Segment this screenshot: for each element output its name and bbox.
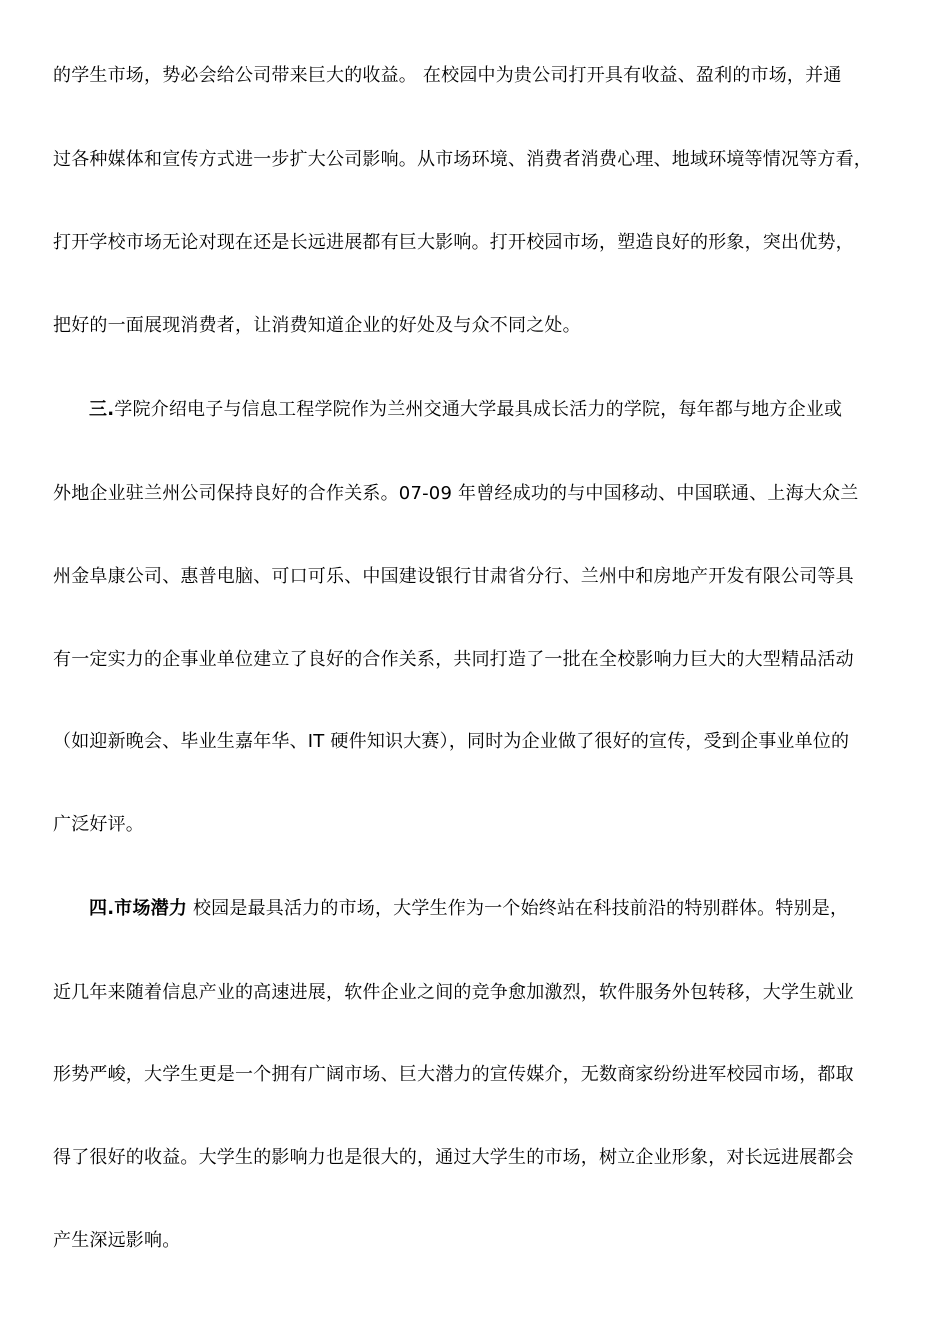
paragraph1-line-2: 过各种媒体和宣传方式进一步扩大公司影响。从市场环境、消费者消费心理、地域环境等情况等方看， xyxy=(53,149,872,170)
section4-line-3: 形势严峻，大学生更是一个拥有广阔市场、巨大潜力的宣传媒介，无数商家纷纷进军校园市场，都取 xyxy=(53,1064,854,1085)
section4-first-line-text: 校园是最具活力的市场，大学生作为一个始终站在科技前沿的特别群体。特别是， xyxy=(187,898,849,919)
paragraph1-line-4: 把好的一面展现消费者，让消费知道企业的好处及与众不同之处。 xyxy=(53,315,581,336)
section4-heading: 四.市场潜力 xyxy=(89,898,188,919)
section4-line-5: 产生深远影响。 xyxy=(53,1230,181,1251)
paragraph1-line-1: 的学生市场，势必会给公司带来巨大的收益。 在校园中为贵公司打开具有收益、盈利的市场，并通 xyxy=(53,65,842,86)
section3-line-3: 州金阜康公司、惠普电脑、可口可乐、中国建设银行甘肃省分行、兰州中和房地产开发有限公司等具 xyxy=(53,566,854,587)
section4-line-4: 得了很好的收益。大学生的影响力也是很大的，通过大学生的市场，树立企业形象，对长远进展都会 xyxy=(53,1147,854,1168)
section3-first-line-text: 学院介绍电子与信息工程学院作为兰州交通大学最具成长活力的学院，每年都与地方企业或 xyxy=(114,399,843,420)
section3-line-6: 广泛好评。 xyxy=(53,814,144,835)
section3-line-4: 有一定实力的企事业单位建立了良好的合作关系，共同打造了一批在全校影响力巨大的大型精品活动 xyxy=(53,649,854,670)
section3-heading: 三. xyxy=(89,399,115,420)
section4-first-line xyxy=(89,897,848,921)
section4-line-2: 近几年来随着信息产业的高速进展，软件企业之间的竞争愈加激烈，软件服务外包转移，大学生就业 xyxy=(53,982,854,1003)
paragraph1-line-3: 打开学校市场无论对现在还是长远进展都有巨大影响。打开校园市场，塑造良好的形象，突出优势， xyxy=(53,232,854,253)
section3-first-line xyxy=(89,398,842,422)
section3-line-2: 外地企业驻兰州公司保持良好的合作关系。07-09 年曾经成功的与中国移动、中国联通、上海大众兰 xyxy=(53,483,859,504)
section3-line-5: （如迎新晚会、毕业生嘉年华、IT 硬件知识大赛），同时为企业做了很好的宣传，受到企事业单位的 xyxy=(53,731,850,752)
